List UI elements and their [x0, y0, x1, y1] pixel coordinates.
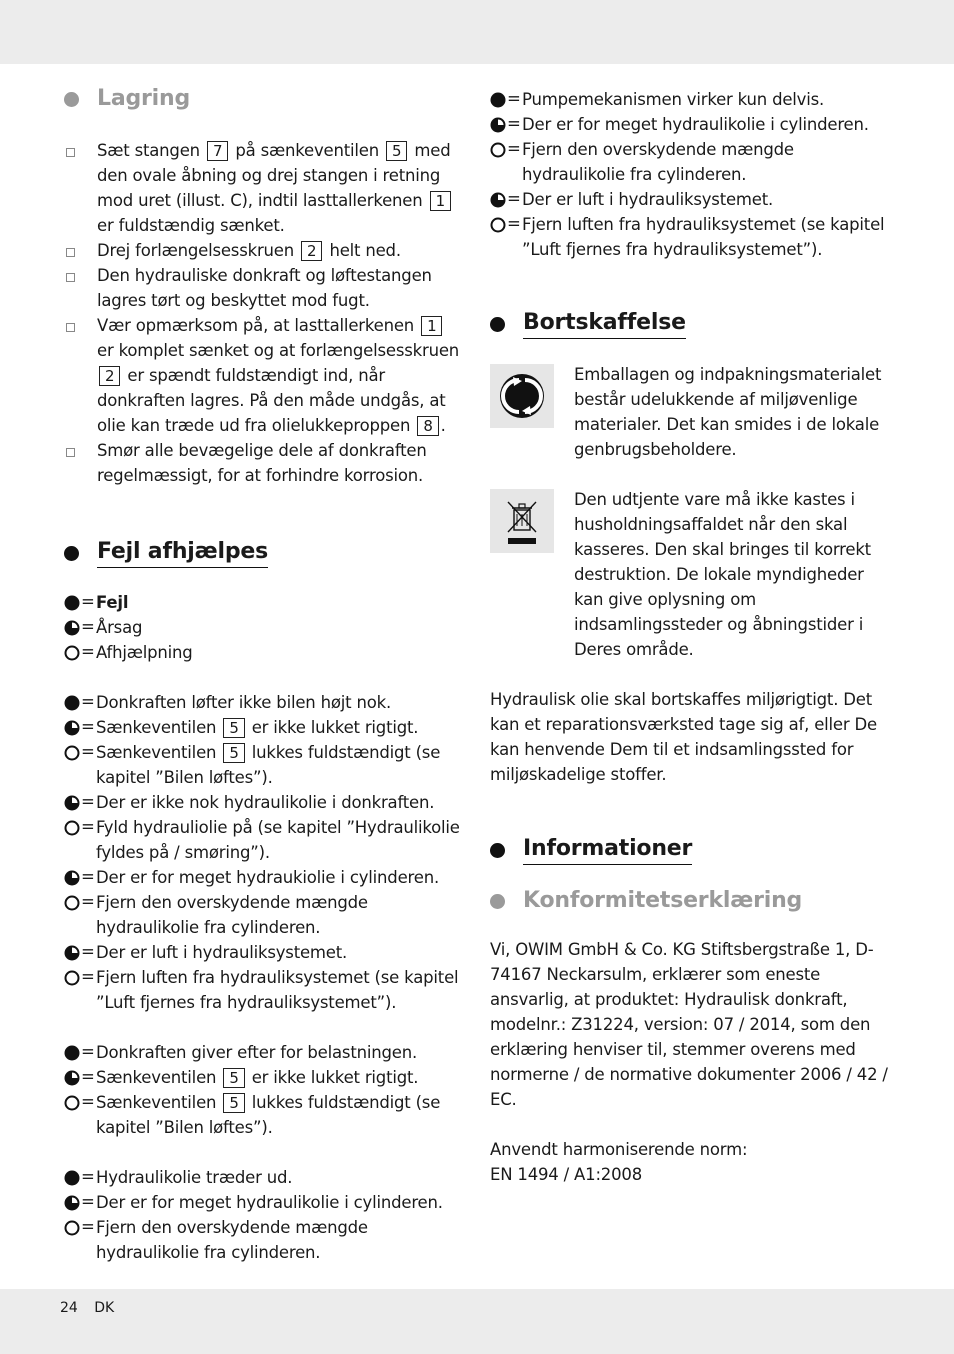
list-item [64, 263, 464, 313]
text: Donkraften løfter ikke bilen højt nok. [96, 693, 391, 712]
checkbox-icon [64, 438, 97, 488]
text: Fjern luften fra hydrauliksystemet (se kapitel ”Luft fjernes fra hydrauliksystemet”). [522, 215, 885, 259]
half-circle-icon [64, 720, 80, 736]
part-number-box: 5 [386, 141, 407, 161]
green-dot-recycle-icon [490, 364, 554, 428]
open-circle-icon [64, 1220, 80, 1236]
half-circle-icon [64, 620, 80, 636]
text: Der er for meget hydraulikolie i cylinderen. [96, 1193, 443, 1212]
part-number-box: 2 [99, 366, 120, 386]
part-number-box: 1 [430, 191, 451, 211]
open-circle-icon [64, 1095, 80, 1111]
half-circle-icon [490, 192, 506, 208]
paragraph: Den udtjente vare må ikke kastes i husholdningsaffaldet når den skal kasseres. Den skal bringes til korrekt destruktion. De lokale myndigheder kan give oplysning om indsamlingssteder og åbningstider i Deres område. [574, 490, 871, 659]
fault-row: = Hydraulikolie træder ud. [64, 1165, 464, 1190]
bullet-dot-icon [64, 546, 79, 561]
text: Afhjælpning [96, 643, 193, 662]
text: Pumpemekanismen virker kun delvis. [522, 90, 825, 109]
text: Sænkeventilen [96, 1093, 217, 1112]
page-footer [60, 1300, 126, 1316]
paragraph: EN 1494 / A1:2008 [490, 1165, 642, 1184]
text: Fjern den overskydende mængde hydraulikolie fra cylinderen. [96, 1218, 368, 1262]
left-column [64, 84, 464, 1265]
remedy-row: = Sænkeventilen 5 lukkes fuldstændigt (se kapitel ”Bilen løftes”). [64, 1090, 464, 1140]
text: Fjern den overskydende mængde hydraulikolie fra cylinderen. [522, 140, 794, 184]
remedy-row: = Fjern luften fra hydrauliksystemet (se kapitel ”Luft fjernes fra hydrauliksystemet”). [64, 965, 464, 1015]
remedy-row: = Fjern luften fra hydrauliksystemet (se kapitel ”Luft fjernes fra hydrauliksystemet”). [490, 212, 890, 262]
text: . [440, 416, 446, 435]
fault-row: = Pumpemekanismen virker kun delvis. [490, 87, 890, 112]
bullet-dot-icon [490, 843, 505, 858]
recycling-block [490, 362, 890, 462]
part-number-box: 1 [421, 316, 442, 336]
section-heading-lagring [64, 85, 464, 113]
heading-text: Konformitetserklæring [523, 888, 803, 913]
checkbox-icon [64, 138, 97, 238]
fault-row: = Donkraften giver efter for belastningen. [64, 1040, 464, 1065]
open-circle-icon [64, 895, 80, 911]
cause-row: = Sænkeventilen 5 er ikke lukket rigtigt. [64, 1065, 464, 1090]
page-number: 24 [60, 1300, 78, 1316]
fault-row: = Donkraften løfter ikke bilen højt nok. [64, 690, 464, 715]
text: Der er ikke nok hydraulikolie i donkraften. [96, 793, 435, 812]
checkbox-icon [64, 313, 97, 438]
paragraph: Emballagen og indpakningsmaterialet består udelukkende af miljøvenlige materialer. Det kan smides i de lokale genbrugsbeholdere. [574, 365, 882, 459]
text: er spændt fuldstændigt ind, når donkraften lagres. På den måde undgås, at olie kan træde ud fra olielukkeproppen [97, 366, 446, 435]
text: er fuldstændig sænket. [97, 216, 285, 235]
open-circle-icon [64, 820, 80, 836]
list-item [64, 238, 464, 263]
part-number-box: 7 [207, 141, 228, 161]
filled-circle-icon [64, 695, 80, 711]
cause-row: = Der er ikke nok hydraulikolie i donkraften. [64, 790, 464, 815]
part-number-box: 5 [223, 743, 244, 763]
text: Sænkeventilen [96, 1068, 217, 1087]
cause-row: = Sænkeventilen 5 er ikke lukket rigtigt. [64, 715, 464, 740]
paragraph: Hydraulisk olie skal bortskaffes miljørigtigt. Det kan et reparationsværksted tage sig af, eller De kan henvende Dem til et indsamlingssted for miljøskadelige stoffer. [490, 690, 877, 784]
text: Årsag [96, 618, 143, 637]
text: lukkes fuldstændigt (se kapitel ”Bilen løftes”). [96, 743, 441, 787]
half-circle-icon [64, 795, 80, 811]
half-circle-icon [64, 870, 80, 886]
section-heading-informationer [490, 835, 890, 865]
part-number-box: 5 [223, 1068, 244, 1088]
cause-row: = Der er for meget hydraulikolie i cylinderen. [490, 112, 890, 137]
paragraph: Anvendt harmoniserende norm: [490, 1140, 748, 1159]
text: Den hydrauliske donkraft og løftestangen lagres tørt og beskyttet mod fugt. [97, 266, 432, 310]
list-item [64, 438, 464, 488]
open-circle-icon [490, 217, 506, 233]
part-number-box: 2 [301, 241, 322, 261]
text: Sænkeventilen [96, 718, 217, 737]
cause-row: = Der er for meget hydraulikolie i cylinderen. [64, 1190, 464, 1215]
heading-text: Lagring [97, 86, 191, 111]
remedy-row: = Fyld hydrauliolie på (se kapitel ”Hydraulikolie fyldes på / smøring”). [64, 815, 464, 865]
text: Drej forlængelsesskruen [97, 241, 294, 260]
text: er ikke lukket rigtigt. [251, 1068, 419, 1087]
paragraph: Vi, OWIM GmbH & Co. KG Stiftsbergstraße 1, D-74167 Neckarsulm, erklærer som eneste ansvarlig, at produktet: Hydraulisk donkraft, modelnr.: Z31224, version: 07 / 2014, som den erklæring henviser til, stemmer overens med normerne / de normative dokumenter 2006 / 42 / EC. [490, 940, 888, 1109]
legend-fejl: = Fejl [64, 590, 464, 615]
text: Vær opmærksom på, at lasttallerkenen [97, 316, 415, 335]
header-band [0, 0, 954, 64]
text: Smør alle bevægelige dele af donkraften regelmæssigt, for at forhindre korrosion. [97, 441, 427, 485]
filled-circle-icon [64, 595, 80, 611]
cause-row: = Der er luft i hydrauliksystemet. [64, 940, 464, 965]
weee-block [490, 487, 890, 662]
text: Der er luft i hydrauliksystemet. [96, 943, 348, 962]
filled-circle-icon [64, 1170, 80, 1186]
checkbox-icon [64, 238, 97, 263]
heading-text: Bortskaffelse [523, 309, 686, 339]
text: Donkraften giver efter for belastningen. [96, 1043, 418, 1062]
text: Fjern luften fra hydrauliksystemet (se kapitel ”Luft fjernes fra hydrauliksystemet”). [96, 968, 459, 1012]
section-heading-bortskaffelse [490, 309, 890, 339]
remedy-row: = Fjern den overskydende mængde hydraulikolie fra cylinderen. [490, 137, 890, 187]
half-circle-icon [64, 1195, 80, 1211]
text: lukkes fuldstændigt (se kapitel ”Bilen løftes”). [96, 1093, 441, 1137]
bullet-dot-icon [490, 894, 505, 909]
text: Der er for meget hydraulikolie i cylinderen. [522, 115, 869, 134]
bullet-dot-icon [490, 317, 505, 332]
text: helt ned. [329, 241, 401, 260]
text: Der er for meget hydraukiolie i cylinderen. [96, 868, 439, 887]
legend-aarsag: = Årsag [64, 615, 464, 640]
remedy-row: = Fjern den overskydende mængde hydraulikolie fra cylinderen. [64, 1215, 464, 1265]
right-column [490, 87, 890, 1187]
cause-row: = Der er for meget hydraukiolie i cylinderen. [64, 865, 464, 890]
text: er ikke lukket rigtigt. [251, 718, 419, 737]
text: på sænkeventilen [235, 141, 379, 160]
heading-text: Fejl afhjælpes [97, 538, 268, 568]
open-circle-icon [64, 645, 80, 661]
legend-afhjaelpning: = Afhjælpning [64, 640, 464, 665]
half-circle-icon [64, 1070, 80, 1086]
text: med den ovale åbning og drej stangen i retning mod uret (illust. C), indtil lasttallerkenen [97, 141, 451, 210]
open-circle-icon [64, 745, 80, 761]
half-circle-icon [490, 117, 506, 133]
open-circle-icon [64, 970, 80, 986]
section-heading-konformitet [490, 887, 890, 915]
text: Sænkeventilen [96, 743, 217, 762]
text: Hydraulikolie træder ud. [96, 1168, 293, 1187]
part-number-box: 8 [417, 416, 438, 436]
text: Fjern den overskydende mængde hydraulikolie fra cylinderen. [96, 893, 368, 937]
filled-circle-icon [490, 92, 506, 108]
crossed-bin-icon [490, 489, 554, 553]
language-code: DK [94, 1300, 115, 1316]
text: Fyld hydrauliolie på (se kapitel ”Hydraulikolie fyldes på / smøring”). [96, 818, 460, 862]
text: er komplet sænket og at forlængelsesskruen [97, 341, 460, 360]
cause-row: = Der er luft i hydrauliksystemet. [490, 187, 890, 212]
text: Sæt stangen [97, 141, 200, 160]
list-item [64, 313, 464, 438]
section-heading-fejl [64, 538, 464, 568]
open-circle-icon [490, 142, 506, 158]
bullet-dot-icon [64, 92, 79, 107]
checkbox-icon [64, 263, 97, 313]
remedy-row: = Sænkeventilen 5 lukkes fuldstændigt (se kapitel ”Bilen løftes”). [64, 740, 464, 790]
list-item [64, 138, 464, 238]
text: Der er luft i hydrauliksystemet. [522, 190, 774, 209]
heading-text: Informationer [523, 835, 692, 865]
part-number-box: 5 [223, 718, 244, 738]
footer-band [0, 1289, 954, 1354]
text: Fejl [96, 593, 129, 612]
part-number-box: 5 [223, 1093, 244, 1113]
half-circle-icon [64, 945, 80, 961]
filled-circle-icon [64, 1045, 80, 1061]
remedy-row: = Fjern den overskydende mængde hydraulikolie fra cylinderen. [64, 890, 464, 940]
